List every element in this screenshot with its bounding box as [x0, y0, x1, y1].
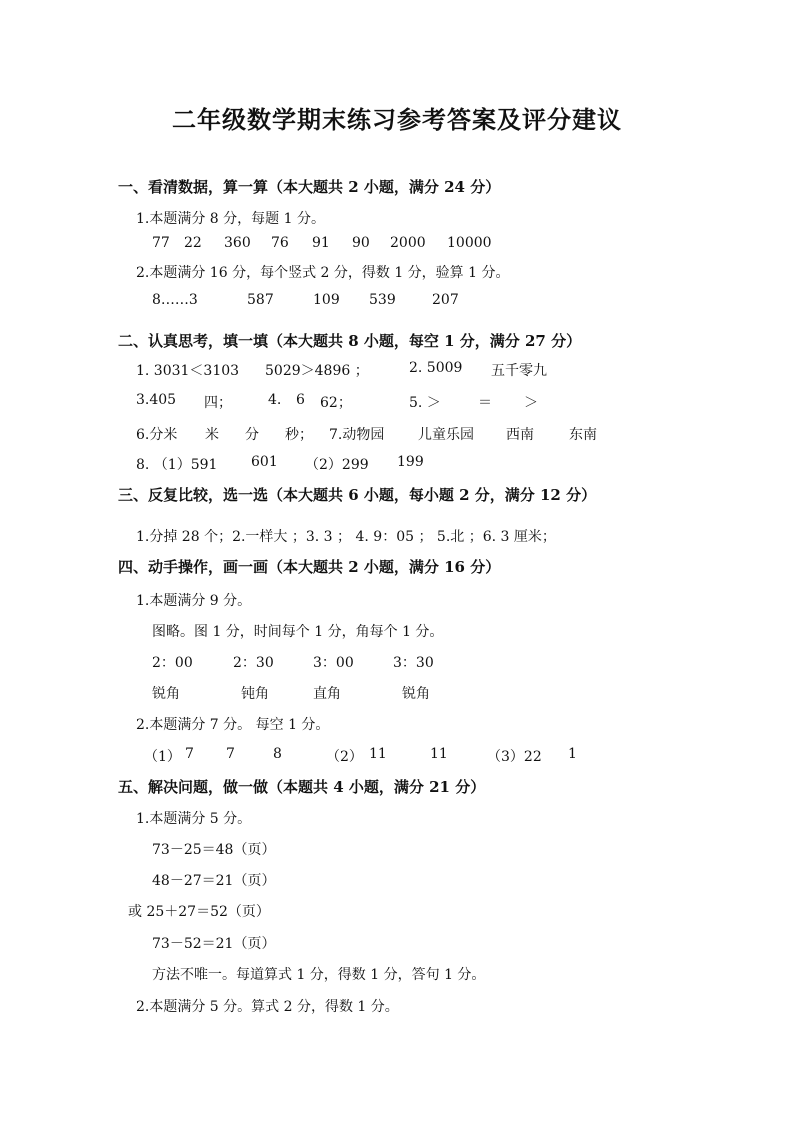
s4-time-answer: 2：00	[152, 655, 193, 671]
s2-answer: ＞	[524, 395, 538, 411]
s4-q2-answer: （2）	[326, 749, 363, 765]
s5-q1-note: 方法不唯一。每道算式 1 分，得数 1 分，答句 1 分。	[152, 967, 486, 983]
section-4-heading: 四、动手操作，画一画（本大题共 2 小题，满分 16 分）	[118, 558, 501, 576]
s5-equation: 73－25＝48（页）	[152, 842, 276, 858]
s4-q2-desc: 2.本题满分 7 分。 每空 1 分。	[136, 717, 330, 733]
s4-angle-answer: 锐角	[402, 686, 430, 702]
s4-q1-desc: 1.本题满分 9 分。	[136, 593, 252, 609]
s2-answer: 601	[251, 454, 278, 470]
s1-q1-answer: 77	[152, 235, 170, 251]
s4-q2-answer: 7	[185, 746, 194, 762]
s2-answer: 6	[296, 392, 305, 408]
section-1-heading: 一、看清数据，算一算（本大题共 2 小题，满分 24 分）	[118, 178, 501, 196]
s2-answer: 东南	[569, 427, 597, 443]
s2-answer: 62；	[320, 395, 352, 411]
s2-answer: ＝	[478, 395, 492, 411]
s4-time-answer: 2：30	[233, 655, 274, 671]
s2-answer: 秒；	[285, 427, 313, 443]
s2-answer: 西南	[506, 427, 534, 443]
s4-time-answer: 3：30	[393, 655, 434, 671]
s4-q2-answer: （1）	[144, 749, 181, 765]
section-2-heading: 二、认真思考，填一填（本大题共 8 小题，每空 1 分，满分 27 分）	[118, 332, 582, 350]
s2-answer: 1. 3031＜3103	[136, 363, 240, 379]
s1-q2-desc: 2.本题满分 16 分，每个竖式 2 分，得数 1 分，验算 1 分。	[136, 265, 510, 281]
section-5-heading: 五、解决问题，做一做（本题共 4 小题，满分 21 分）	[118, 778, 486, 796]
s2-answer: 5029＞4896 ；	[265, 363, 369, 379]
s4-q2-answer: 7	[226, 746, 235, 762]
s4-q2-answer: 11	[430, 746, 448, 762]
s4-q1-note: 图略。图 1 分，时间每个 1 分，角每个 1 分。	[152, 624, 444, 640]
s1-q1-answer: 76	[271, 235, 289, 251]
s2-answer: （2）299	[305, 457, 369, 473]
s5-q1-desc: 1.本题满分 5 分。	[136, 811, 252, 827]
s2-answer: 4.	[268, 392, 282, 408]
s4-q2-answer: 1	[568, 746, 577, 762]
s2-answer: 8. （1）591	[136, 457, 218, 473]
s4-angle-answer: 直角	[313, 686, 341, 702]
s2-answer: 四；	[204, 395, 232, 411]
s2-answer: 分	[245, 427, 259, 443]
page-title: 二年级数学期末练习参考答案及评分建议	[172, 105, 622, 134]
s4-angle-answer: 锐角	[152, 686, 180, 702]
s2-answer: 7.动物园	[329, 427, 385, 443]
s3-answers: 1.分掉 28 个；2.一样大 ；3. 3 ； 4. 9：05 ； 5.北 ；6. 3 厘米；	[136, 529, 556, 545]
s1-q2-answer: 109	[313, 292, 340, 308]
s2-answer: 199	[397, 454, 424, 470]
s5-equation: 或 25＋27＝52（页）	[128, 904, 270, 920]
section-3-heading: 三、反复比较，选一选（本大题共 6 小题，每小题 2 分，满分 12 分）	[118, 486, 597, 504]
s1-q1-answer: 10000	[447, 235, 492, 251]
s2-answer: 五千零九	[491, 363, 547, 379]
s4-time-answer: 3：00	[313, 655, 354, 671]
s1-q2-answer: 207	[432, 292, 459, 308]
s5-equation: 48－27＝21（页）	[152, 873, 276, 889]
s4-q2-answer: 8	[273, 746, 282, 762]
s1-q1-desc: 1.本题满分 8 分，每题 1 分。	[136, 211, 325, 227]
s1-q1-answer: 91	[312, 235, 330, 251]
s4-q2-answer: 11	[369, 746, 387, 762]
s4-q2-answer: （3）22	[487, 749, 542, 765]
s2-answer: 儿童乐园	[418, 427, 474, 443]
s5-q2-desc: 2.本题满分 5 分。算式 2 分，得数 1 分。	[136, 999, 399, 1015]
s2-answer: 3.405	[136, 392, 177, 408]
s5-equation: 73－52＝21（页）	[152, 936, 276, 952]
s1-q1-answer: 360	[224, 235, 251, 251]
s4-angle-answer: 钝角	[241, 686, 269, 702]
s2-answer: 2. 5009	[409, 360, 463, 376]
s1-q2-answer: 539	[369, 292, 396, 308]
s1-q2-answer: 587	[247, 292, 274, 308]
s1-q1-answer: 22	[184, 235, 202, 251]
s1-q1-answer: 90	[352, 235, 370, 251]
s2-answer: 6.分米	[136, 427, 178, 443]
s2-answer: 米	[205, 427, 219, 443]
s1-q2-answer: 8……3	[152, 292, 198, 308]
s1-q1-answer: 2000	[390, 235, 426, 251]
s2-answer: 5. ＞	[409, 395, 441, 411]
